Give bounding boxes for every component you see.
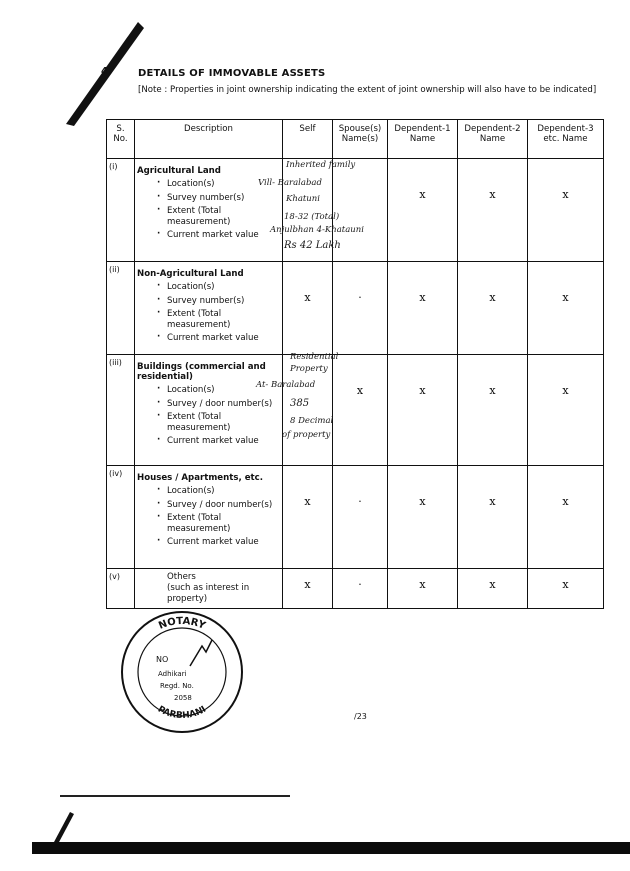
list-item: · Location(s) bbox=[157, 179, 280, 190]
row-category-sub: (such as interest in property) bbox=[167, 583, 250, 604]
row-description bbox=[135, 466, 283, 569]
list-item: · Location(s) bbox=[157, 282, 280, 293]
row-items bbox=[137, 486, 280, 548]
list-item: · Current market value bbox=[157, 333, 280, 344]
row-sno: (i) bbox=[107, 159, 135, 262]
header-dependent-1: Dependent-1 Name bbox=[388, 120, 458, 159]
handwritten-note: Rs 42 Lakh bbox=[284, 240, 341, 251]
header-dependent-2: Dependent-2 Name bbox=[458, 120, 528, 159]
row-sno: (ii) bbox=[107, 262, 135, 355]
cell-dependent-2: x bbox=[458, 355, 528, 466]
scan-bottom-bar bbox=[32, 842, 630, 854]
handwritten-note: Khatuni bbox=[286, 194, 320, 204]
list-item: · Survey number(s) bbox=[157, 296, 280, 307]
svg-text:PARBHANI bbox=[156, 705, 208, 722]
seal-line: Regd. No. bbox=[160, 682, 194, 690]
row-category: Buildings (commercial and residential) bbox=[137, 362, 266, 382]
header-description: Description bbox=[135, 120, 283, 159]
header-spouse: Spouse(s) Name(s) bbox=[333, 120, 388, 159]
cell-self: x bbox=[283, 569, 333, 609]
cell-dependent-2: x bbox=[458, 262, 528, 355]
seal-line: NO bbox=[156, 655, 169, 664]
immovable-assets-table bbox=[106, 119, 604, 609]
row-items bbox=[137, 282, 280, 344]
section-note: [Note : Properties in joint ownership indicating the extent of joint ownership will also have to be indicated] bbox=[138, 85, 597, 95]
list-item: · Survey number(s) bbox=[157, 193, 280, 204]
table-row bbox=[107, 159, 604, 262]
page-number: /23 bbox=[354, 712, 367, 721]
list-item: · Extent (Total measurement) bbox=[157, 309, 280, 330]
row-sno: (v) bbox=[107, 569, 135, 609]
row-description bbox=[135, 355, 283, 466]
list-item: · Location(s) bbox=[157, 486, 280, 497]
cell-dependent-3: x bbox=[528, 569, 604, 609]
row-category: Agricultural Land bbox=[137, 166, 221, 176]
cell-dependent-1: x bbox=[388, 466, 458, 569]
cell-spouse: · bbox=[333, 466, 388, 569]
table-row bbox=[107, 569, 604, 609]
row-category: Non-Agricultural Land bbox=[137, 269, 244, 279]
header-dependent-3: Dependent-3 etc. Name bbox=[528, 120, 604, 159]
handwritten-note: Inherited family bbox=[286, 160, 356, 170]
row-sno: (iv) bbox=[107, 466, 135, 569]
cell-spouse: · bbox=[333, 262, 388, 355]
handwritten-note: Property bbox=[290, 364, 328, 374]
cell-dependent-1: x bbox=[388, 355, 458, 466]
header-sno: S. No. bbox=[107, 120, 135, 159]
list-item: · Survey / door number(s) bbox=[157, 399, 280, 410]
list-item: · Extent (Total measurement) bbox=[157, 412, 280, 433]
cell-spouse: x bbox=[333, 355, 388, 466]
row-sno: (iii) bbox=[107, 355, 135, 466]
row-items bbox=[137, 385, 280, 447]
handwritten-note: of property bbox=[282, 430, 331, 440]
row-category: Houses / Apartments, etc. bbox=[137, 473, 264, 483]
handwritten-note: 18-32 (Total) bbox=[284, 212, 340, 222]
row-description bbox=[135, 159, 283, 262]
cell-dependent-1: x bbox=[388, 262, 458, 355]
handwritten-note: Anjulbhan 4-Khatauni bbox=[270, 225, 364, 235]
seal-line: 2058 bbox=[174, 694, 192, 702]
list-item: · Extent (Total measurement) bbox=[157, 206, 280, 227]
handwritten-note: 385 bbox=[290, 398, 310, 409]
header-self: Self bbox=[283, 120, 333, 159]
cell-dependent-1: x bbox=[388, 159, 458, 262]
cell-dependent-1: x bbox=[388, 569, 458, 609]
cell-dependent-3: x bbox=[528, 466, 604, 569]
cell-dependent-3: x bbox=[528, 262, 604, 355]
seal-line: Adhikari bbox=[158, 670, 187, 678]
cell-spouse: · bbox=[333, 569, 388, 609]
cell-dependent-2: x bbox=[458, 569, 528, 609]
notary-seal bbox=[118, 608, 246, 736]
list-item: · Current market value bbox=[157, 537, 280, 548]
row-category: Others bbox=[167, 572, 196, 582]
table-row bbox=[107, 466, 604, 569]
svg-text:NOTARY bbox=[157, 616, 207, 632]
list-item: · Location(s) bbox=[157, 385, 280, 396]
cell-self: x bbox=[283, 466, 333, 569]
handwritten-note: At- Baralabad bbox=[256, 380, 316, 390]
cell-dependent-3: x bbox=[528, 355, 604, 466]
seal-top-text: NOTARY bbox=[157, 615, 207, 632]
row-description bbox=[135, 569, 283, 609]
row-items bbox=[137, 179, 280, 241]
list-item: · Current market value bbox=[157, 436, 280, 447]
section-number: 4. bbox=[101, 66, 112, 77]
section-title: DETAILS OF IMMOVABLE ASSETS bbox=[138, 68, 326, 79]
table-row bbox=[107, 262, 604, 355]
table-row bbox=[107, 355, 604, 466]
cell-dependent-3: x bbox=[528, 159, 604, 262]
seal-bottom-text: PARBHANI bbox=[155, 704, 209, 722]
cell-dependent-2: x bbox=[458, 466, 528, 569]
list-item: · Extent (Total measurement) bbox=[157, 513, 280, 534]
handwritten-note: Vill- Baralabad bbox=[258, 178, 322, 188]
cell-dependent-2: x bbox=[458, 159, 528, 262]
handwritten-note: 8 Decimal bbox=[290, 416, 334, 426]
list-item: · Current market value bbox=[157, 230, 280, 241]
list-item: · Survey / door number(s) bbox=[157, 500, 280, 511]
bottom-rule bbox=[60, 795, 290, 797]
table-header-row bbox=[107, 120, 604, 159]
signature-stroke bbox=[190, 640, 212, 666]
row-description bbox=[135, 262, 283, 355]
cell-self: x bbox=[283, 262, 333, 355]
handwritten-note: Residential bbox=[290, 352, 339, 362]
